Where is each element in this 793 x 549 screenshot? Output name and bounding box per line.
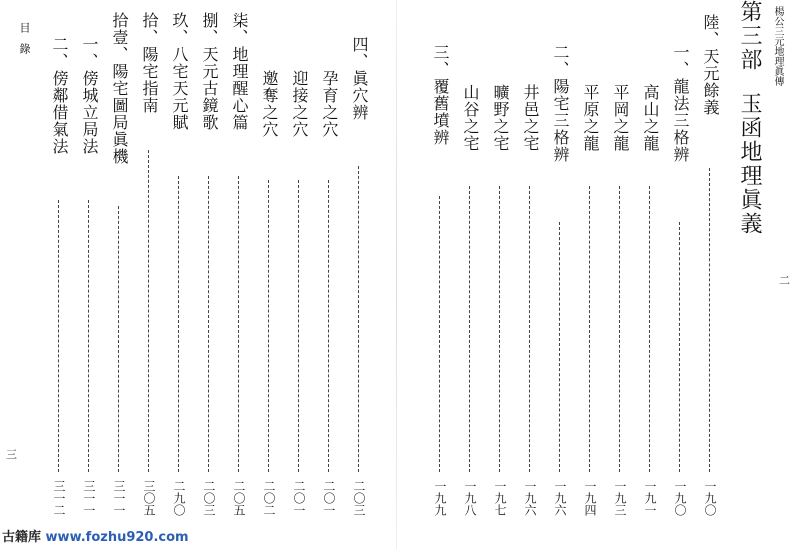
- toc-entry: [226, 0, 252, 549]
- part-heading: [731, 0, 767, 549]
- toc-entry-title: 捌、天元古鏡歌: [200, 12, 219, 131]
- toc-entry-page: 一九六: [553, 480, 567, 516]
- toc-entry-title: 柒、地理醒心篇: [230, 12, 249, 131]
- toc-entry-title: 四、眞穴辨: [350, 36, 369, 121]
- toc-entry: [577, 0, 603, 549]
- dotted-leader: [298, 180, 299, 472]
- toc-entry-page: 三〇五: [142, 480, 156, 516]
- dotted-leader: [649, 186, 650, 472]
- toc-entry-title: 孕育之穴: [320, 70, 339, 138]
- toc-entry: [346, 0, 372, 549]
- watermark-label: 古籍库: [2, 530, 42, 545]
- toc-entry-title: 迎接之穴: [290, 70, 309, 138]
- toc-entry: [316, 0, 342, 549]
- toc-entry-page: 二〇二: [262, 480, 276, 516]
- toc-entry-page: 三一二: [52, 480, 66, 516]
- toc-entry: [607, 0, 633, 549]
- toc-entry: [196, 0, 222, 549]
- watermark-url: www.fozhu920.com: [45, 530, 189, 545]
- toc-entry-title: 邀奪之穴: [260, 70, 279, 138]
- running-head: 楊公三元地理眞傳: [772, 6, 783, 86]
- toc-entry: [46, 0, 72, 549]
- toc-entry: [547, 0, 573, 549]
- toc-entry-page: 三一一: [82, 480, 96, 516]
- dotted-leader: [238, 176, 239, 472]
- toc-entry-title: 拾、陽宅指南: [140, 12, 159, 114]
- dotted-leader: [118, 206, 119, 472]
- toc-entry-page: 一九一: [643, 480, 657, 516]
- dotted-leader: [88, 200, 89, 472]
- dotted-leader: [439, 196, 440, 472]
- toc-entry-title: 玖、八宅天元賦: [170, 12, 189, 131]
- dotted-leader: [469, 186, 470, 472]
- toc-entry-page: 一九四: [583, 480, 597, 516]
- toc-entry-page: 一九〇: [703, 480, 717, 516]
- toc-entry: [517, 0, 543, 549]
- dotted-leader: [208, 176, 209, 472]
- site-watermark: [2, 526, 189, 545]
- toc-entry-title: 拾壹、陽宅圖局眞機: [110, 12, 129, 165]
- toc-entry: [697, 0, 723, 549]
- toc-entry-page: 二〇五: [232, 480, 246, 516]
- running-head: 目錄: [18, 22, 31, 64]
- toc-entry-title: 曠野之宅: [491, 84, 510, 152]
- dotted-leader: [559, 222, 560, 472]
- dotted-leader: [178, 176, 179, 472]
- toc-entry-page: 一九六: [523, 480, 537, 516]
- toc-entry-page: 二〇三: [202, 480, 216, 516]
- page-folio: 三: [6, 448, 17, 461]
- dotted-leader: [148, 150, 149, 472]
- toc-entry-title: 井邑之宅: [521, 84, 540, 152]
- toc-entry-title: 陸、天元餘義: [701, 14, 720, 116]
- toc-entry-page: 二〇一: [292, 480, 306, 516]
- toc-entry: [667, 0, 693, 549]
- dotted-leader: [709, 168, 710, 472]
- toc-entry-title: 山谷之宅: [461, 84, 480, 152]
- toc-entry: [106, 0, 132, 549]
- toc-entry-title: 平原之龍: [581, 84, 600, 152]
- toc-entry-page: 三一一: [112, 480, 126, 516]
- toc-entry-page: 一九七: [493, 480, 507, 516]
- toc-entry: [286, 0, 312, 549]
- toc-entry-page: 二〇一: [322, 480, 336, 516]
- toc-entry-title: 二、陽宅三格辨: [551, 44, 570, 163]
- right-page: [397, 0, 793, 549]
- toc-entry: [76, 0, 102, 549]
- toc-entry-title: 二、傍鄰借氣法: [50, 36, 69, 155]
- toc-entry: [166, 0, 192, 549]
- toc-entry-page: 二〇三: [352, 480, 366, 516]
- dotted-leader: [589, 186, 590, 472]
- toc-entry-page: 一九三: [613, 480, 627, 516]
- toc-entry: [487, 0, 513, 549]
- toc-entry-page: 一九九: [433, 480, 447, 516]
- toc-entry: [136, 0, 162, 549]
- dotted-leader: [499, 186, 500, 472]
- toc-entry-title: 三、覆舊墳辨: [431, 44, 450, 146]
- toc-entry-page: 一九〇: [673, 480, 687, 516]
- toc-entry: [256, 0, 282, 549]
- dotted-leader: [679, 222, 680, 472]
- toc-entry-title: 高山之龍: [641, 84, 660, 152]
- page-folio: 二: [779, 274, 790, 287]
- dotted-leader: [328, 180, 329, 472]
- toc-entry: [457, 0, 483, 549]
- toc-entry-title: 一、龍法三格辨: [671, 44, 690, 163]
- dotted-leader: [268, 180, 269, 472]
- toc-entry: [637, 0, 663, 549]
- part-label: 第三部: [737, 0, 762, 72]
- toc-entry-page: 二九〇: [172, 480, 186, 516]
- dotted-leader: [358, 166, 359, 472]
- toc-entry: [427, 0, 453, 549]
- dotted-leader: [58, 200, 59, 472]
- toc-entry-title: 一、傍城立局法: [80, 36, 99, 155]
- toc-entry-title: 平岡之龍: [611, 84, 630, 152]
- toc-entry-page: 一九八: [463, 480, 477, 516]
- dotted-leader: [529, 186, 530, 472]
- part-title: 玉函地理眞義: [737, 92, 762, 236]
- dotted-leader: [619, 186, 620, 472]
